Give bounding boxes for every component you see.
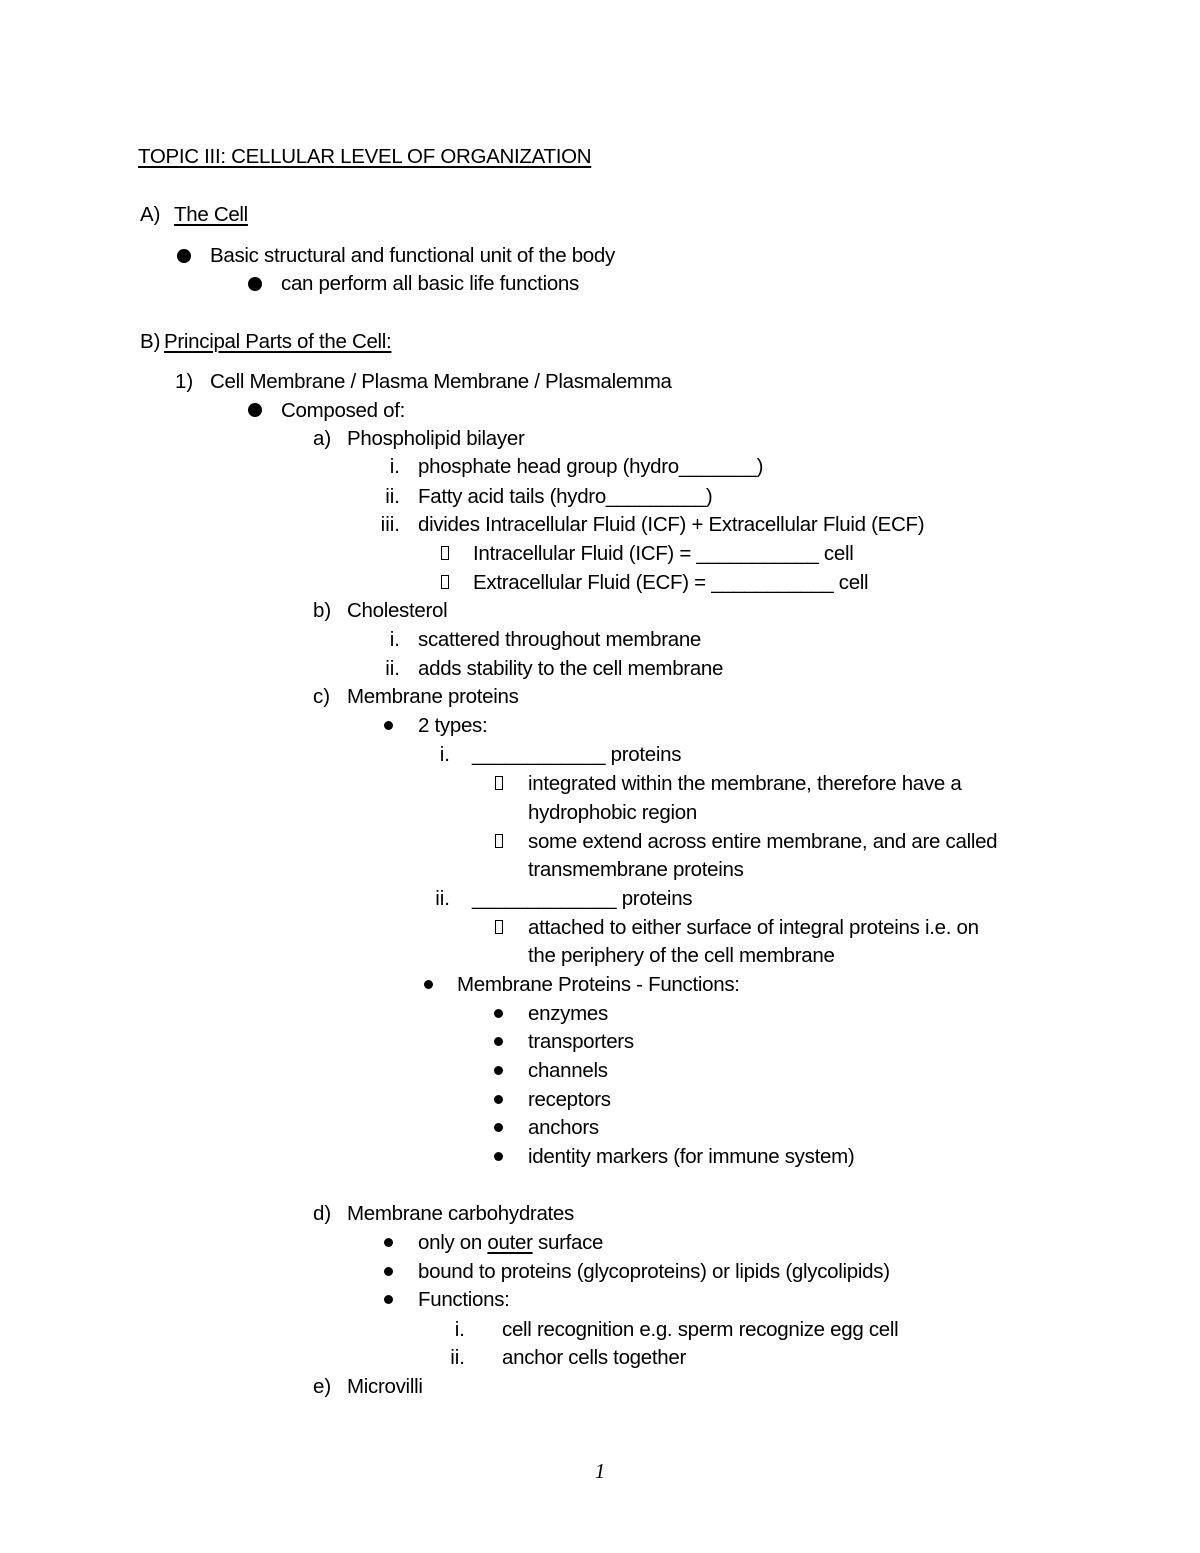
list-item: Fatty acid tails (hydro_________) — [418, 485, 713, 508]
bullet-icon — [494, 1095, 503, 1104]
page-title: TOPIC III: CELLULAR LEVEL OF ORGANIZATION — [138, 145, 592, 168]
list-item: Extracellular Fluid (ECF) = ___________ cell — [473, 571, 869, 594]
section-b-heading: Principal Parts of the Cell: — [164, 330, 392, 353]
box-bullet-icon — [441, 546, 449, 560]
bullet-icon — [384, 721, 393, 730]
list-item: Intracellular Fluid (ICF) = ___________ cell — [473, 542, 854, 565]
roman-marker: i. — [454, 1318, 465, 1341]
list-item: anchor cells together — [502, 1346, 687, 1369]
bullet-icon — [494, 1009, 503, 1018]
roman-marker: ii. — [435, 887, 450, 910]
list-item: 2 types: — [418, 714, 488, 737]
sub-a-marker: a) — [313, 427, 332, 450]
list-item: receptors — [528, 1088, 611, 1111]
sub-e-marker: e) — [313, 1375, 332, 1398]
section-b-marker: B) — [140, 330, 161, 353]
roman-marker: i. — [389, 628, 400, 651]
sub-d-marker: d) — [313, 1202, 332, 1225]
list-item: anchors — [528, 1116, 599, 1139]
text-run: surface — [532, 1231, 604, 1254]
list-item: attached to either surface of integral proteins i.e. on — [528, 916, 979, 939]
list-item: Composed of: — [281, 399, 406, 422]
underlined-word: outer — [487, 1231, 533, 1254]
list-item: channels — [528, 1059, 608, 1082]
list-item-continuation: transmembrane proteins — [528, 858, 744, 881]
bullet-icon — [494, 1037, 503, 1046]
bullet-icon — [248, 403, 262, 417]
bullet-icon — [424, 980, 433, 989]
list-item: phosphate head group (hydro_______) — [418, 455, 764, 478]
roman-marker: ii. — [385, 657, 400, 680]
list-item: Basic structural and functional unit of the body — [210, 244, 615, 267]
sub-c-text: Membrane proteins — [347, 685, 519, 708]
item-1-text: Cell Membrane / Plasma Membrane / Plasmalemma — [210, 370, 672, 393]
sub-c-marker: c) — [313, 685, 331, 708]
sub-b-marker: b) — [313, 599, 332, 622]
sub-d-text: Membrane carbohydrates — [347, 1202, 574, 1225]
bullet-icon — [248, 277, 262, 291]
box-bullet-icon — [495, 776, 503, 790]
list-item: ____________ proteins — [472, 743, 682, 766]
box-bullet-icon — [441, 575, 449, 589]
box-bullet-icon — [495, 920, 503, 934]
roman-marker: ii. — [385, 485, 400, 508]
bullet-icon — [494, 1152, 503, 1161]
section-a-heading: The Cell — [174, 203, 248, 226]
list-item: integrated within the membrane, therefore have a — [528, 772, 962, 795]
bullet-icon — [384, 1295, 393, 1304]
list-item-continuation: hydrophobic region — [528, 801, 697, 824]
list-item: enzymes — [528, 1002, 608, 1025]
box-bullet-icon — [495, 834, 503, 848]
roman-marker: i. — [439, 743, 450, 766]
list-item: Membrane Proteins - Functions: — [457, 973, 740, 996]
sub-e-text: Microvilli — [347, 1375, 423, 1398]
bullet-icon — [494, 1123, 503, 1132]
roman-marker: i. — [389, 455, 400, 478]
list-item — [418, 1229, 603, 1257]
list-item: Functions: — [418, 1288, 510, 1311]
bullet-icon — [177, 249, 191, 263]
section-a-marker: A) — [140, 203, 161, 226]
page-number: 1 — [594, 1459, 606, 1483]
sub-b-text: Cholesterol — [347, 599, 448, 622]
text-run: only on — [418, 1231, 488, 1254]
list-item: cell recognition e.g. sperm recognize egg cell — [502, 1318, 899, 1341]
list-item: divides Intracellular Fluid (ICF) + Extracellular Fluid (ECF) — [418, 513, 925, 536]
list-item: scattered throughout membrane — [418, 628, 702, 651]
roman-marker: iii. — [380, 513, 400, 536]
list-item: transporters — [528, 1030, 634, 1053]
item-1-marker: 1) — [175, 370, 194, 393]
sub-a-text: Phospholipid bilayer — [347, 427, 525, 450]
bullet-icon — [384, 1238, 393, 1247]
list-item: identity markers (for immune system) — [528, 1145, 855, 1168]
list-item-continuation: the periphery of the cell membrane — [528, 944, 835, 967]
list-item: adds stability to the cell membrane — [418, 657, 724, 680]
list-item: _____________ proteins — [472, 887, 693, 910]
list-item: can perform all basic life functions — [281, 272, 579, 295]
list-item: some extend across entire membrane, and are called — [528, 830, 998, 853]
bullet-icon — [384, 1267, 393, 1276]
bullet-icon — [494, 1066, 503, 1075]
list-item: bound to proteins (glycoproteins) or lipids (glycolipids) — [418, 1260, 890, 1283]
roman-marker: ii. — [450, 1346, 465, 1369]
